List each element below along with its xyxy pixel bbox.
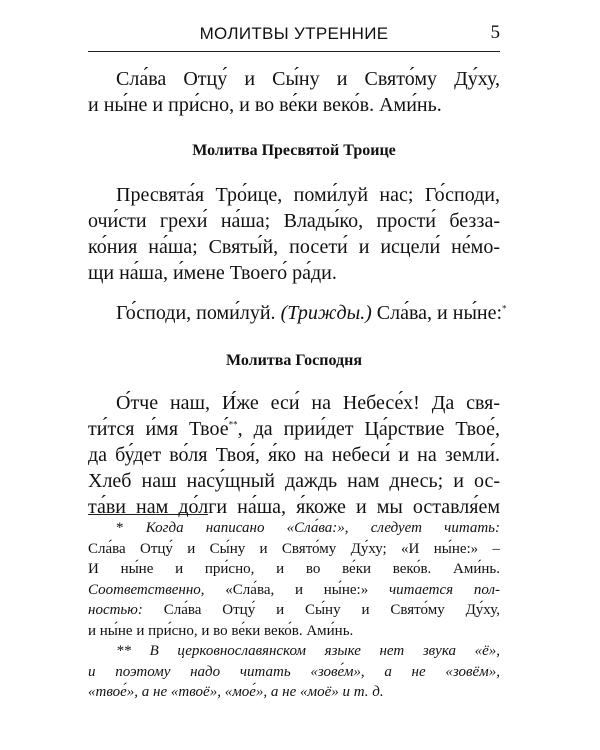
footnotes <box>88 518 500 703</box>
text-line: ко́ния на́ша; Святы́й, посети́ и исцели́ не́мо- <box>88 236 500 258</box>
text-line: и ны́не и при́сно, и во ве́ки веко́в. Ами́нь. <box>88 94 442 116</box>
text-line: та́ви нам до́лги на́ша, я́коже и мы оставля́ем <box>88 496 500 518</box>
text-line: Сла́ва Отцу́ и Сы́ну и Свято́му Ду́ху, <box>116 68 500 90</box>
trinity-prayer <box>88 182 500 286</box>
footnote-text: Когда написано «Сла́ва:», следует читать: <box>145 520 501 536</box>
rubric-trizhdy: (Трижды.) <box>280 302 372 324</box>
text-line: О́тче наш, И́же еси́ на Небесе́х! Да свя- <box>116 392 500 414</box>
footnote-mark: ** <box>228 419 238 430</box>
text-line: очи́сти грехи́ на́ша; Влады́ко, прости́ безза- <box>88 210 500 232</box>
footnote-line: «твое́», а не «твоё», «мое́», а не «моё» и т. д. <box>88 684 384 700</box>
section-heading-trinity: Молитва Пресвятой Троице <box>192 142 396 159</box>
footnote-text: Соответственно, <box>88 581 226 598</box>
footnote-text: читается пол- <box>368 581 500 598</box>
text-line: Хлеб наш насу́щный даждь нам днесь; и ос- <box>88 470 500 492</box>
text-fragment: ти́тся и́мя Твое́ <box>88 418 229 440</box>
footnote-line <box>88 518 500 539</box>
footnote-text: ностью: <box>88 602 143 618</box>
trinity-closing <box>88 300 507 326</box>
text-line: щи на́ша, и́мене Твоего́ ра́ди. <box>88 262 337 284</box>
lords-prayer <box>88 390 500 520</box>
text-line <box>88 416 500 442</box>
text-line: Пресвята́я Тро́ице, поми́луй нас; Го́споди, <box>116 184 500 206</box>
footnote-line <box>88 600 500 621</box>
footnote-line: И ны́не и при́сно, и во ве́ки веко́в. Ами́нь. <box>88 561 500 577</box>
closing-text: Го́споди, поми́луй. <box>116 302 281 324</box>
text-fragment: , да прии́дет Ца́рствие Твое́, <box>237 418 500 440</box>
footnote-rule <box>88 514 208 515</box>
closing-text: Сла́ва, и ны́не: <box>371 302 503 324</box>
footnote-marker: * <box>116 520 146 536</box>
page-header <box>88 20 500 50</box>
text-line: да бу́дет во́ля Твоя́, я́ко на небеси́ и на земли́. <box>88 444 500 466</box>
footnote-line: и поэтому надо читать «зове́м», а не «зовём», <box>88 663 500 680</box>
header-rule <box>88 51 500 52</box>
footnote-text: Сла́ва Отцу́ и Сы́ну и Свято́му Ду́ху, <box>142 602 500 618</box>
footnote-text: «Сла́ва, и ны́не:» <box>225 581 369 598</box>
text-line <box>88 300 507 326</box>
footnote-line: и ны́не и при́сно, и во ве́ки веко́в. Ами́нь. <box>88 622 354 639</box>
footnote-line: Сла́ва Отцу́ и Сы́ну и Свято́му Ду́ху; «И ны́не:» – <box>88 540 500 557</box>
running-title: МОЛИТВЫ УТРЕННИЕ <box>199 24 389 43</box>
footnote-line: ** В церковнославянском языке нет звука «ё», <box>116 643 500 659</box>
footnote-mark: * <box>502 303 507 314</box>
footnote-line <box>88 580 500 601</box>
section-heading-lords-prayer: Молитва Господня <box>226 352 362 369</box>
slava-paragraph <box>88 66 500 118</box>
page-number: 5 <box>490 22 500 43</box>
page-body <box>88 66 507 520</box>
